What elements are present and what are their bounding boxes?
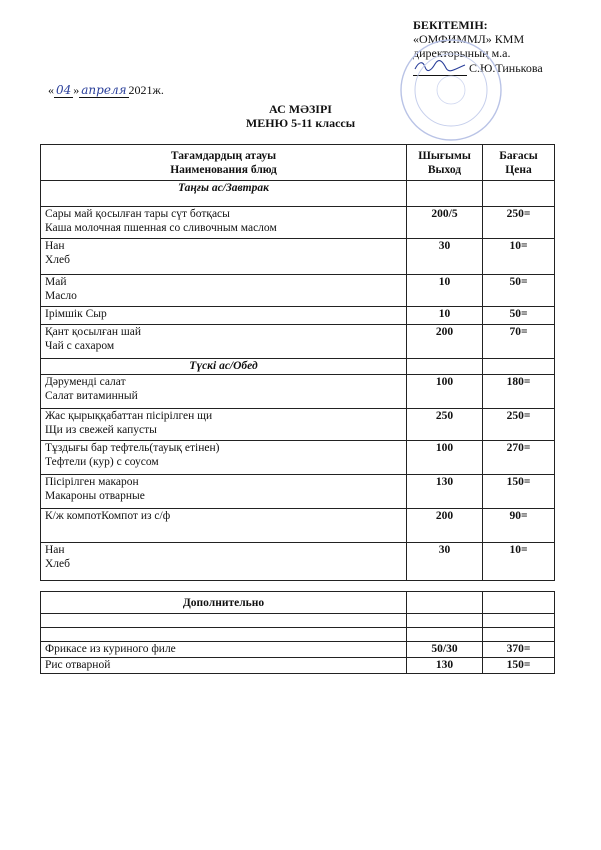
- cell-text-line: Щи из свежей капусты: [45, 424, 157, 436]
- table-cell: 100: [407, 441, 483, 475]
- table-cell: 30: [407, 543, 483, 581]
- table-cell: [41, 509, 407, 543]
- table-header-row: [41, 145, 555, 181]
- table-cell: [41, 325, 407, 359]
- table-cell: Түскі ас/Обед: [41, 359, 407, 375]
- table-cell: [483, 181, 555, 207]
- table-cell: 90=: [483, 509, 555, 543]
- cell-text-line: К/ж компотКомпот из с/ф: [45, 510, 171, 522]
- extra-label: Дополнительно: [41, 592, 407, 614]
- table-row: [41, 628, 555, 642]
- table-cell: [407, 592, 483, 614]
- director-name: С.Ю.Тинькова: [469, 61, 543, 75]
- table-row: [41, 307, 555, 325]
- document-date: « 04 » апреля 2021ж.: [48, 83, 164, 97]
- table-cell: 30: [407, 239, 483, 275]
- organization-name: «ОМФИММЛ» КММ: [413, 32, 525, 46]
- table-cell: 10=: [483, 239, 555, 275]
- cell-text-line: Шығымы: [418, 149, 471, 162]
- cell-text-line: Дәруменді салат: [45, 376, 126, 388]
- cell-text-line: Наименования блюд: [170, 163, 277, 176]
- menu-title-ru: МЕНЮ 5-11 классы: [245, 116, 356, 130]
- table-row: [41, 239, 555, 275]
- cell-text-line: Жас қырыққабаттан пісірілген щи: [45, 410, 213, 422]
- cell-text-line: Цена: [505, 163, 532, 176]
- table-cell: 50/30: [407, 642, 483, 658]
- cell-text-line: Нан: [45, 240, 65, 252]
- extra-table: [40, 591, 555, 674]
- table-cell: 100: [407, 375, 483, 409]
- table-cell: 150=: [483, 475, 555, 509]
- table-cell: [407, 181, 483, 207]
- cell-text-line: Қант қосылған шай: [45, 326, 141, 338]
- table-row: [41, 275, 555, 307]
- header-name: [41, 145, 407, 181]
- table-cell: [41, 543, 407, 581]
- cell-text-line: Выход: [427, 163, 462, 176]
- table-cell: 370=: [483, 642, 555, 658]
- cell-text-line: Чай с сахаром: [45, 340, 115, 352]
- table-cell: [41, 239, 407, 275]
- table-cell: 270=: [483, 441, 555, 475]
- table-cell: Таңғы ас/Завтрак: [41, 181, 407, 207]
- table-row: [41, 614, 555, 628]
- table-cell: 150=: [483, 658, 555, 674]
- date-day: 04: [56, 83, 72, 97]
- table-cell: [407, 359, 483, 375]
- table-cell: 70=: [483, 325, 555, 359]
- table-cell: 200: [407, 325, 483, 359]
- table-cell: 130: [407, 658, 483, 674]
- table-cell: 200: [407, 509, 483, 543]
- cell-text-line: Бағасы: [499, 149, 538, 162]
- director-position: директорының м.а.: [413, 46, 511, 60]
- table-row: [41, 642, 555, 658]
- cell-text-line: Каша молочная пшенная со сливочным маслом: [45, 222, 277, 234]
- cell-text-line: Сары май қосылған тары сүт ботқасы: [45, 208, 230, 220]
- table-cell: 10: [407, 275, 483, 307]
- cell-text-line: Тағамдардың атауы: [170, 149, 277, 162]
- cell-text-line: Масло: [45, 290, 77, 302]
- menu-title-kz: АС МӘЗІРІ: [269, 102, 332, 116]
- table-cell: 250: [407, 409, 483, 441]
- table-cell: [41, 307, 407, 325]
- date-month: апреля: [81, 83, 127, 97]
- table-cell: Фрикасе из куриного филе: [41, 642, 407, 658]
- table-cell: 10: [407, 307, 483, 325]
- cell-text-line: Пісірілген макарон: [45, 476, 139, 488]
- table-cell: [41, 207, 407, 239]
- approval-title: БЕКІТЕМІН:: [413, 18, 488, 32]
- date-year: 2021ж.: [128, 83, 164, 97]
- cell-text-line: Ірімшік Сыр: [45, 308, 107, 320]
- table-row: [41, 509, 555, 543]
- table-cell: 10=: [483, 543, 555, 581]
- table-cell: [41, 614, 407, 628]
- menu-table: [40, 144, 555, 581]
- table-cell: [483, 359, 555, 375]
- table-cell: 250=: [483, 409, 555, 441]
- table-cell: Рис отварной: [41, 658, 407, 674]
- table-cell: [483, 592, 555, 614]
- table-cell: [41, 628, 407, 642]
- cell-text-line: Хлеб: [45, 254, 70, 266]
- table-row: [41, 543, 555, 581]
- table-row: [41, 207, 555, 239]
- table-row: [41, 375, 555, 409]
- table-cell: [41, 475, 407, 509]
- table-cell: 250=: [483, 207, 555, 239]
- header-price: [483, 145, 555, 181]
- table-cell: 50=: [483, 275, 555, 307]
- cell-text-line: Май: [45, 276, 67, 288]
- table-cell: 130: [407, 475, 483, 509]
- cell-text-line: Нан: [45, 544, 65, 556]
- table-cell: [407, 628, 483, 642]
- table-cell: [41, 409, 407, 441]
- table-cell: [483, 628, 555, 642]
- cell-text-line: Салат витаминный: [45, 390, 138, 402]
- cell-text-line: Макароны отварные: [45, 490, 145, 502]
- table-cell: [41, 441, 407, 475]
- table-cell: [483, 614, 555, 628]
- table-row: [41, 441, 555, 475]
- cell-text-line: Хлеб: [45, 558, 70, 570]
- section-lunch: [41, 359, 555, 375]
- table-row: [41, 658, 555, 674]
- extra-header-row: [41, 592, 555, 614]
- table-row: [41, 325, 555, 359]
- cell-text-line: Тұздығы бар тефтель(тауық етінен): [45, 442, 220, 454]
- table-cell: [41, 375, 407, 409]
- section-breakfast: [41, 181, 555, 207]
- table-cell: [41, 275, 407, 307]
- table-cell: 200/5: [407, 207, 483, 239]
- table-cell: [407, 614, 483, 628]
- cell-text-line: Тефтели (кур) с соусом: [45, 456, 159, 468]
- table-row: [41, 409, 555, 441]
- table-cell: 180=: [483, 375, 555, 409]
- table-row: [41, 475, 555, 509]
- header-yield: [407, 145, 483, 181]
- table-cell: 50=: [483, 307, 555, 325]
